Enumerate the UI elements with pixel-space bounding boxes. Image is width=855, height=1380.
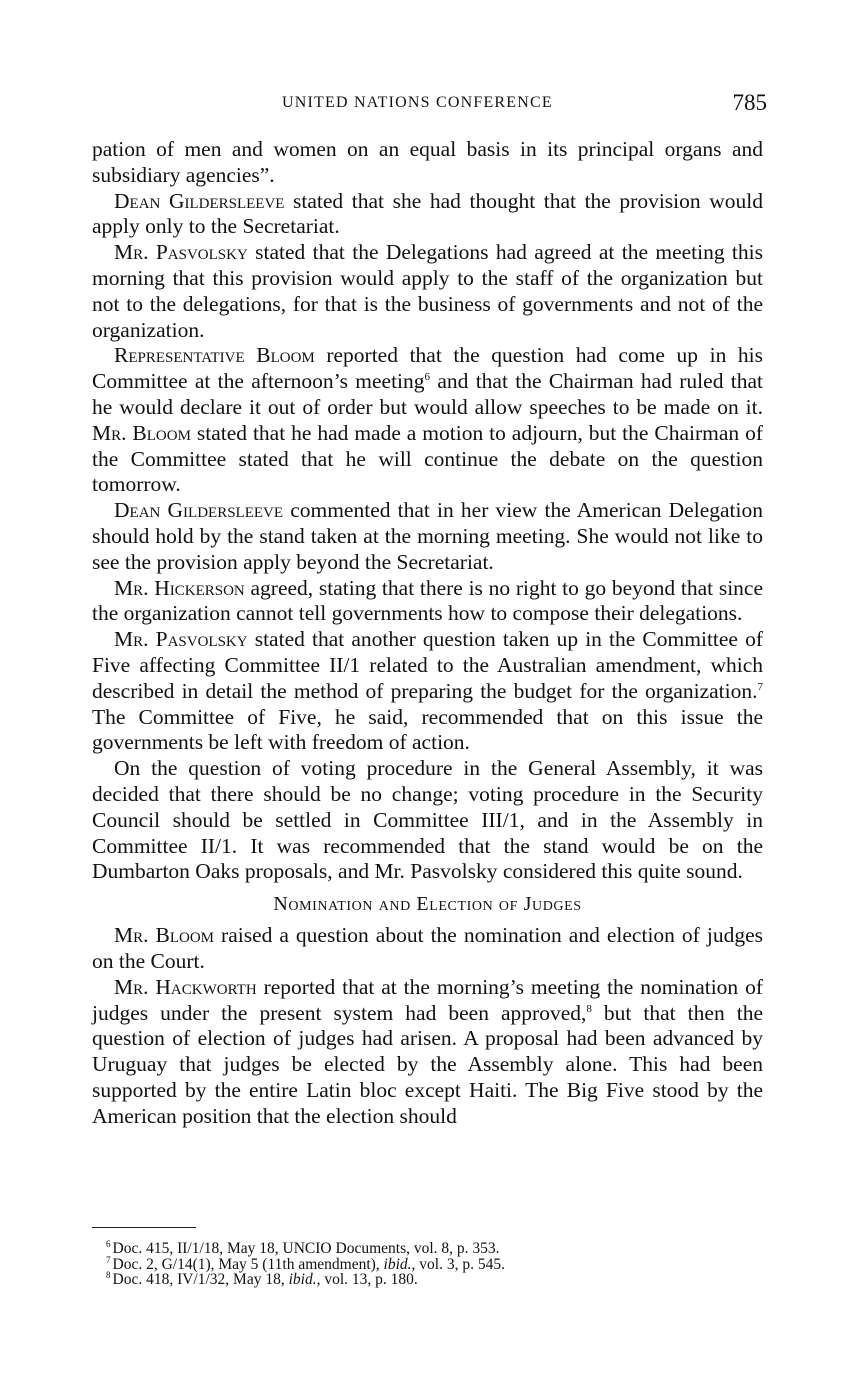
- section-heading: Nomination and Election of Judges: [273, 893, 582, 916]
- paragraph-3: Mr. Pasvolsky stated that the Delegations had agreed at the meeting this morning that this provision would apply to the staff of the organization but not to the delegations, for that is the business of governments and not of the organization.: [92, 240, 764, 342]
- speaker-name: Mr. Pasvolsky: [114, 627, 248, 652]
- footnote-8: $^8$ Doc. 418, IV/1/32, May 18, ibid., vol. 13, p. 180.: [106, 1270, 418, 1289]
- paragraph-1: pation of men and women on an equal basis in its principal organs and subsidiary agencies”.: [92, 137, 763, 187]
- speaker-name: Representative Bloom: [114, 343, 315, 368]
- footnote-ref: 8: [586, 1002, 592, 1015]
- paragraph-4: Representative Bloom reported that the question had come up in his Committee at the afternoon’s meeting$^6$ and that the Chairman had ruled that he would declare it out of order but would allow speeches to be made on it. Mr. Bloom stated that he had made a motion to adjourn, but the Chairman of the Committee stated that he will continue the debate on the question tomorrow.: [92, 343, 764, 497]
- speaker-name: Dean Gildersleeve: [114, 498, 284, 523]
- speaker-name: Mr. Hickerson: [114, 575, 245, 600]
- paragraph-8: On the question of voting procedure in the General Assembly, it was decided that there should be no change; voting procedure in the Security Council should be settled in Committee III/1, and in the Assembly in Committee II/1. It was recommended that the stand would be on the Dumbarton Oaks proposals, and Mr. Pasvolsky considered this quite sound.: [92, 756, 763, 884]
- paragraph-5: Dean Gildersleeve commented that in her view the American Delegation should hold by the stand taken at the morning meeting. She would not like to see the provision apply beyond the Secretariat.: [92, 498, 763, 574]
- footnotes: [106, 1241, 746, 1288]
- speaker-name: Mr. Bloom: [114, 923, 215, 948]
- speaker-name: Mr. Pasvolsky: [114, 240, 248, 265]
- running-head: [92, 90, 767, 120]
- footnote-7: $^7$ Doc. 2, G/14(1), May 5 (11th amendment), ibid., vol. 3, p. 545.: [106, 1254, 505, 1273]
- paragraph-2: Dean Gildersleeve stated that she had thought that the provision would apply only to the Secretariat.: [92, 188, 763, 239]
- paragraph-7: Mr. Pasvolsky stated that another question taken up in the Committee of Five affecting Committee II/1 related to the Australian amendment, which described in detail the method of preparing the budget for the organization.$^7$ The Committee of Five, he said, recommended that on this issue the governments be left with freedom of action.: [92, 627, 764, 755]
- footnote-rule: [92, 1227, 196, 1228]
- footnote-ref: 7: [757, 680, 763, 693]
- paragraph-6: Mr. Hickerson agreed, stating that there is no right to go beyond that since the organization cannot tell governments how to compose their delegations.: [92, 575, 763, 626]
- page-number: 785: [732, 90, 767, 115]
- paragraph-10: Mr. Hackworth reported that at the morning’s meeting the nomination of judges under the present system had been approved,$^8$ but that then the question of election of judges had arisen. A proposal had been advanced by Uruguay that judges be elected by the Assembly alone. This had been supported by the entire Latin bloc except Haiti. The Big Five stood by the American position that the election should: [92, 974, 763, 1128]
- body-text: [92, 137, 763, 1129]
- footnote-6: $^6$ Doc. 415, II/1/18, May 18, UNCIO Documents, vol. 8, p. 353.: [106, 1239, 500, 1257]
- running-title: UNITED NATIONS CONFERENCE: [282, 94, 553, 111]
- paragraph-9: Mr. Bloom raised a question about the nomination and election of judges on the Court.: [92, 923, 763, 973]
- footnote-ref: 6: [424, 371, 431, 384]
- speaker-name: Mr. Bloom: [92, 420, 191, 445]
- speaker-name: Dean Gildersleeve: [114, 188, 285, 213]
- speaker-name: Mr. Hackworth: [114, 974, 257, 999]
